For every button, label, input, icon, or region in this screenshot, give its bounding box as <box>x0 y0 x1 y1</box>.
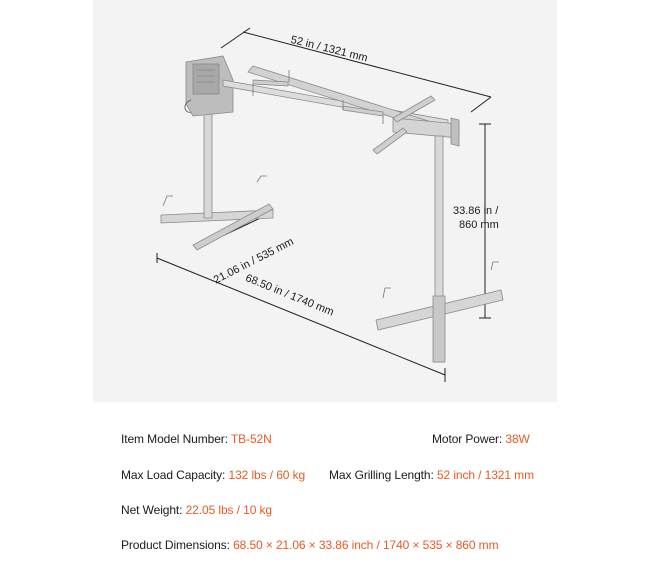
spec-max-load <box>121 468 305 482</box>
spec-dims-label: Product Dimensions: <box>121 538 234 552</box>
spec-grill-label: Max Grilling Length: <box>329 468 437 482</box>
frame-parts <box>161 56 503 362</box>
rotisserie-frame-drawing <box>93 0 557 402</box>
product-illustration <box>93 0 557 402</box>
spec-product-dimensions <box>121 538 498 552</box>
spec-model-label: Item Model Number: <box>121 432 231 446</box>
spec-model-value: TB-52N <box>230 432 272 446</box>
spec-model-number <box>121 432 272 446</box>
spec-motor-label: Motor Power: <box>432 432 506 446</box>
spec-net-weight <box>121 503 272 517</box>
length-dimension-label: 52 in / 1321 mm <box>289 33 369 65</box>
spec-load-label: Max Load Capacity: <box>121 468 229 482</box>
spec-max-grilling-length <box>329 468 534 482</box>
spec-grill-value: 52 inch / 1321 mm <box>436 468 534 482</box>
spec-motor-power <box>432 432 530 446</box>
height-dimension-label-line1: 33.86 in / <box>453 205 499 217</box>
height-dimension-label-line2: 860 mm <box>459 219 499 231</box>
overall-dimension-label: 68.50 in / 1740 mm <box>243 272 336 319</box>
width-dimension-label: 21.06 in / 535 mm <box>211 235 296 287</box>
spec-weight-value: 22.05 lbs / 10 kg <box>185 503 272 517</box>
spec-load-value: 132 lbs / 60 kg <box>228 468 306 482</box>
spec-dims-value: 68.50 × 21.06 × 33.86 inch / 1740 × 535 × 860 mm <box>233 538 499 552</box>
spec-weight-label: Net Weight: <box>121 503 186 517</box>
spec-motor-value: 38W <box>505 432 530 446</box>
